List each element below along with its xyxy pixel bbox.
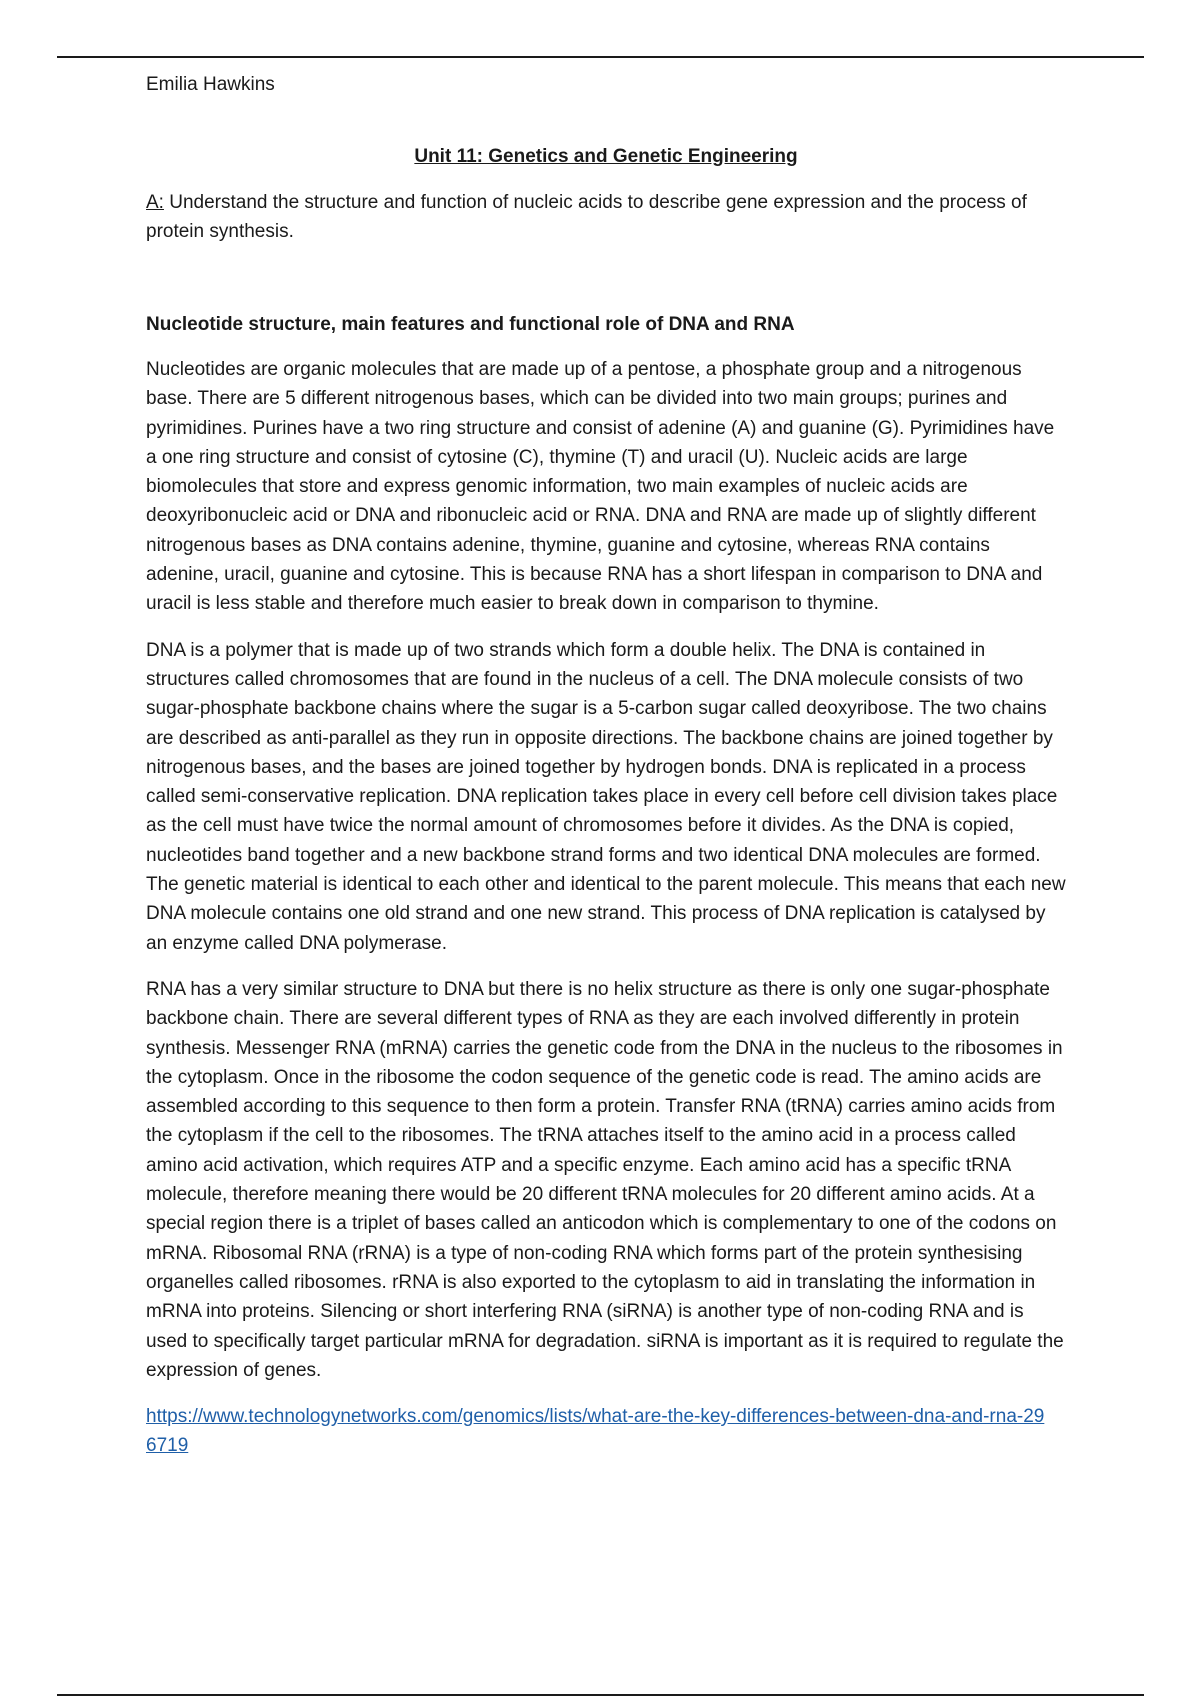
learning-objective bbox=[146, 188, 1066, 246]
objective-text: Understand the structure and function of nucleic acids to describe gene expression and the process of protein synthesis. bbox=[146, 192, 1027, 242]
paragraph-dna: DNA is a polymer that is made up of two strands which form a double helix. The DNA is contained in structures called chromosomes that are found in the nucleus of a cell. The DNA molecule consists of two sugar-phosphate backbone chains where the sugar is a 5-carbon sugar called deoxyribose. The two chains are described as anti-parallel as they run in opposite directions. The backbone chains are joined together by nitrogenous bases, and the bases are joined together by hydrogen bonds. DNA is replicated in a process called semi-conservative replication. DNA replication takes place in every cell before cell division takes place as the cell must have twice the normal amount of chromosomes before it divides. As the DNA is copied, nucleotides band together and a new backbone strand forms and two identical DNA molecules are formed. The genetic material is identical to each other and identical to the parent molecule. This means that each new DNA molecule contains one old strand and one new strand. This process of DNA replication is catalysed by an enzyme called DNA polymerase. bbox=[146, 639, 1066, 954]
paragraph-nucleotides: Nucleotides are organic molecules that are made up of a pentose, a phosphate group and a nitrogenous base. There are 5 different nitrogenous bases, which can be divided into two main groups; purines and pyrimidines. Purines have a two ring structure and consist of adenine (A) and guanine (G). Pyrimidines have a one ring structure and consist of cytosine (C), thymine (T) and uracil (U). Nucleic acids are large biomolecules that store and express genomic information, two main examples of nucleic acids are deoxyribonucleic acid or DNA and ribonucleic acid or RNA. DNA and RNA are made up of slightly different nitrogenous bases as DNA contains adenine, thymine, guanine and cytosine, whereas RNA contains adenine, uracil, guanine and cytosine. This is because RNA has a short lifespan in comparison to DNA and uracil is less stable and therefore much easier to break down in comparison to thymine. bbox=[146, 359, 1055, 615]
header-rule bbox=[57, 56, 1144, 58]
author-name: Emilia Hawkins bbox=[146, 74, 275, 95]
document-title: Unit 11: Genetics and Genetic Engineering bbox=[414, 146, 798, 167]
footer-rule bbox=[57, 1694, 1144, 1696]
document-page bbox=[146, 72, 1066, 1460]
section-heading: Nucleotide structure, main features and functional role of DNA and RNA bbox=[146, 314, 795, 335]
paragraph-rna: RNA has a very similar structure to DNA but there is no helix structure as there is only one sugar-phosphate backbone chain. There are several different types of RNA as they are each involved differently in protein synthesis. Messenger RNA (mRNA) carries the genetic code from the DNA in the nucleus to the ribosomes in the cytoplasm. Once in the ribosome the codon sequence of the genetic code is read. The amino acids are assembled according to this sequence to then form a protein. Transfer RNA (tRNA) carries amino acids from the cytoplasm if the cell to the ribosomes. The tRNA attaches itself to the amino acid in a process called amino acid activation, which requires ATP and a specific enzyme. Each amino acid has a specific tRNA molecule, therefore meaning there would be 20 different tRNA molecules for 20 different amino acids. At a special region there is a triplet of bases called an anticodon which is complementary to one of the codons on mRNA. Ribosomal RNA (rRNA) is a type of non-coding RNA which forms part of the protein synthesising organelles called ribosomes. rRNA is also exported to the cytoplasm to aid in translating the information in mRNA into proteins. Silencing or short interfering RNA (siRNA) is another type of non-coding RNA and is used to specifically target particular mRNA for degradation. siRNA is important as it is required to regulate the expression of genes. bbox=[146, 978, 1064, 1381]
objective-label: A: bbox=[146, 192, 164, 213]
source-link[interactable]: https://www.technologynetworks.com/genomics/lists/what-are-the-key-differences-between-dna-and-rna-296719 bbox=[146, 1406, 1045, 1457]
